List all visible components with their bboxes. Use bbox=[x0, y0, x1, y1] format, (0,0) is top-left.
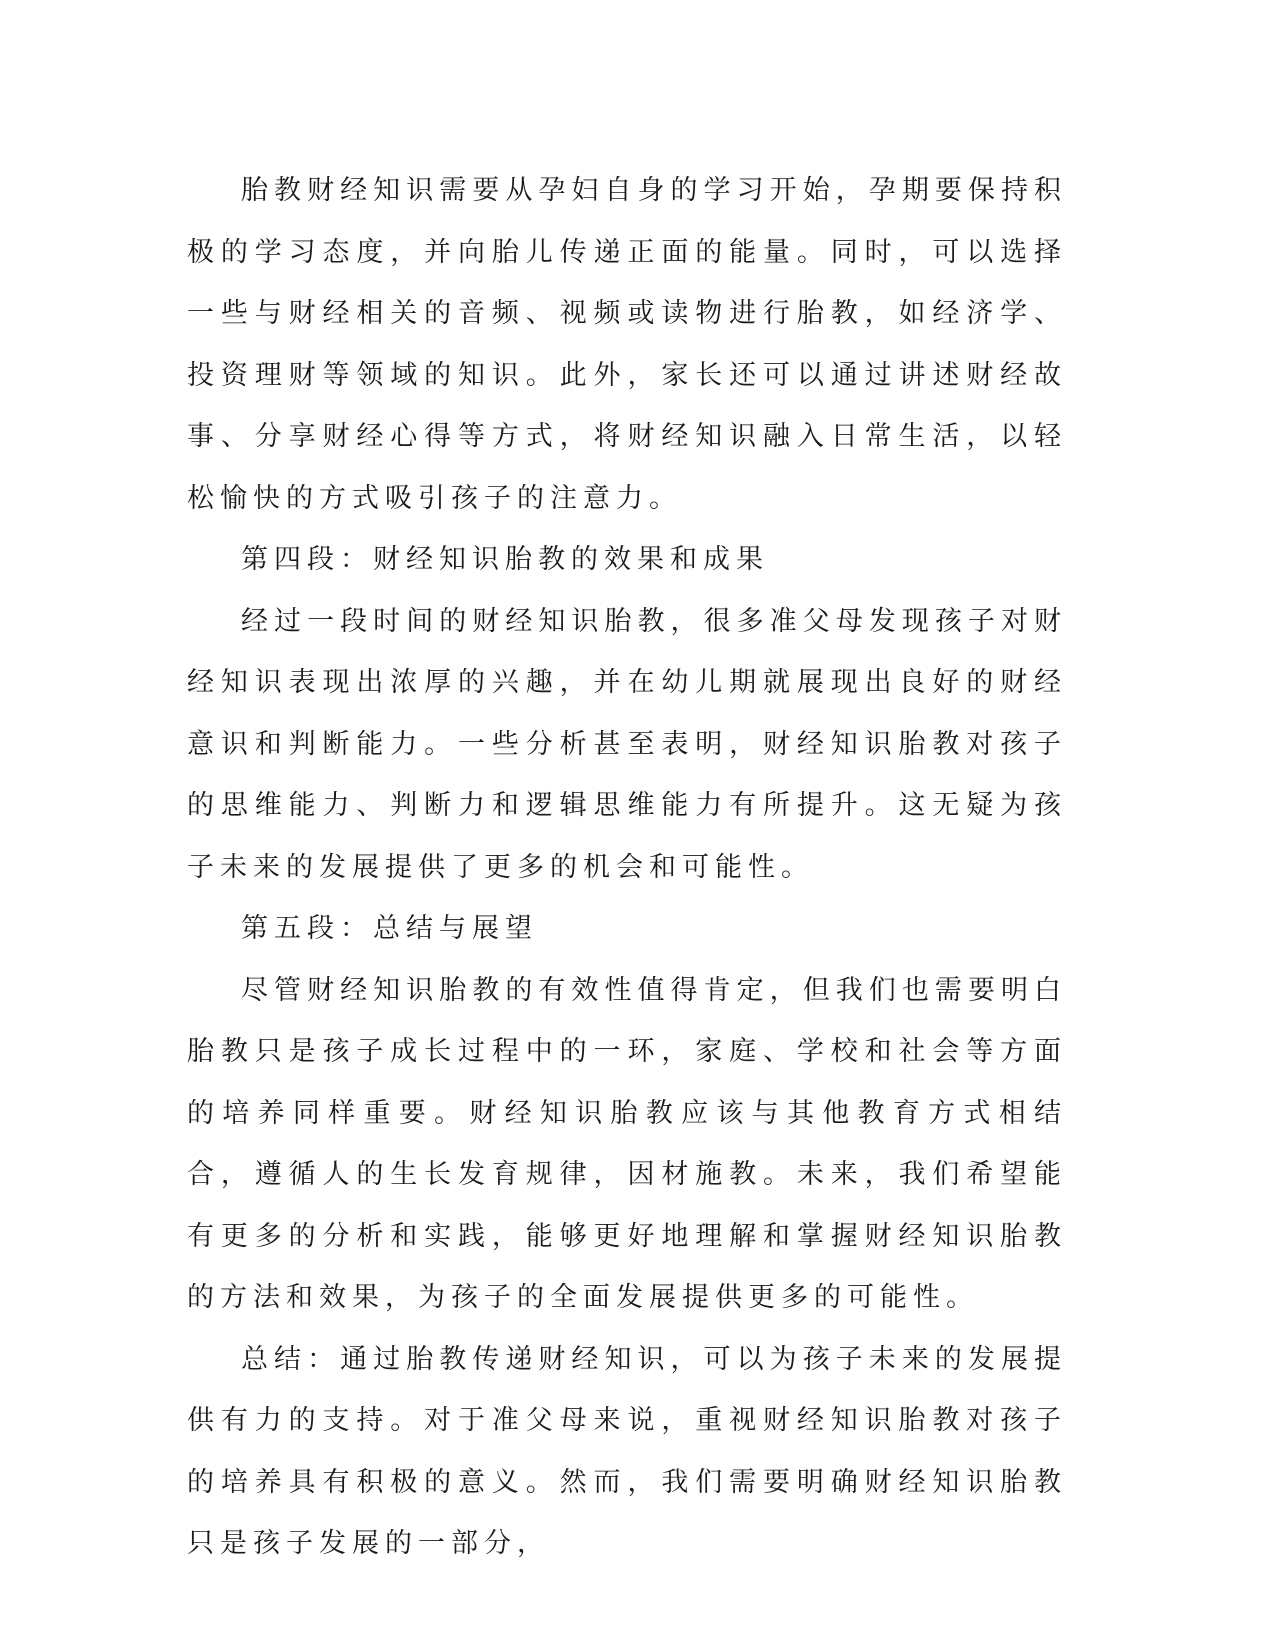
paragraph-conclusion: 总结：通过胎教传递财经知识，可以为孩子未来的发展提供有力的支持。对于准父母来说，重视财经知识胎教对孩子的培养具有积极的意义。然而，我们需要明确财经知识胎教只是孩子发展的一部分， bbox=[187, 1343, 1067, 1559]
document-body bbox=[187, 160, 1067, 1575]
paragraph-summary-and-outlook: 尽管财经知识胎教的有效性值得肯定，但我们也需要明白胎教只是孩子成长过程中的一环，家庭、学校和社会等方面的培养同样重要。财经知识胎教应该与其他教育方式相结合，遵循人的生长发育规律，因材施教。未来，我们希望能有更多的分析和实践，能够更好地理解和掌握财经知识胎教的方法和效果，为孩子的全面发展提供更多的可能性。 bbox=[187, 974, 1067, 1313]
section-heading-5: 第五段：总结与展望 bbox=[241, 913, 538, 944]
paragraph-effects-and-results: 经过一段时间的财经知识胎教，很多准父母发现孩子对财经知识表现出浓厚的兴趣，并在幼儿期就展现出良好的财经意识和判断能力。一些分析甚至表明，财经知识胎教对孩子的思维能力、判断力和逻辑思维能力有所提升。这无疑为孩子未来的发展提供了更多的机会和可能性。 bbox=[187, 605, 1067, 883]
section-heading-4: 第四段：财经知识胎教的效果和成果 bbox=[241, 544, 769, 575]
paragraph-fetal-education-methods: 胎教财经知识需要从孕妇自身的学习开始，孕期要保持积极的学习态度，并向胎儿传递正面的能量。同时，可以选择一些与财经相关的音频、视频或读物进行胎教，如经济学、投资理财等领域的知识。此外，家长还可以通过讲述财经故事、分享财经心得等方式，将财经知识融入日常生活，以轻松愉快的方式吸引孩子的注意力。 bbox=[187, 175, 1067, 514]
